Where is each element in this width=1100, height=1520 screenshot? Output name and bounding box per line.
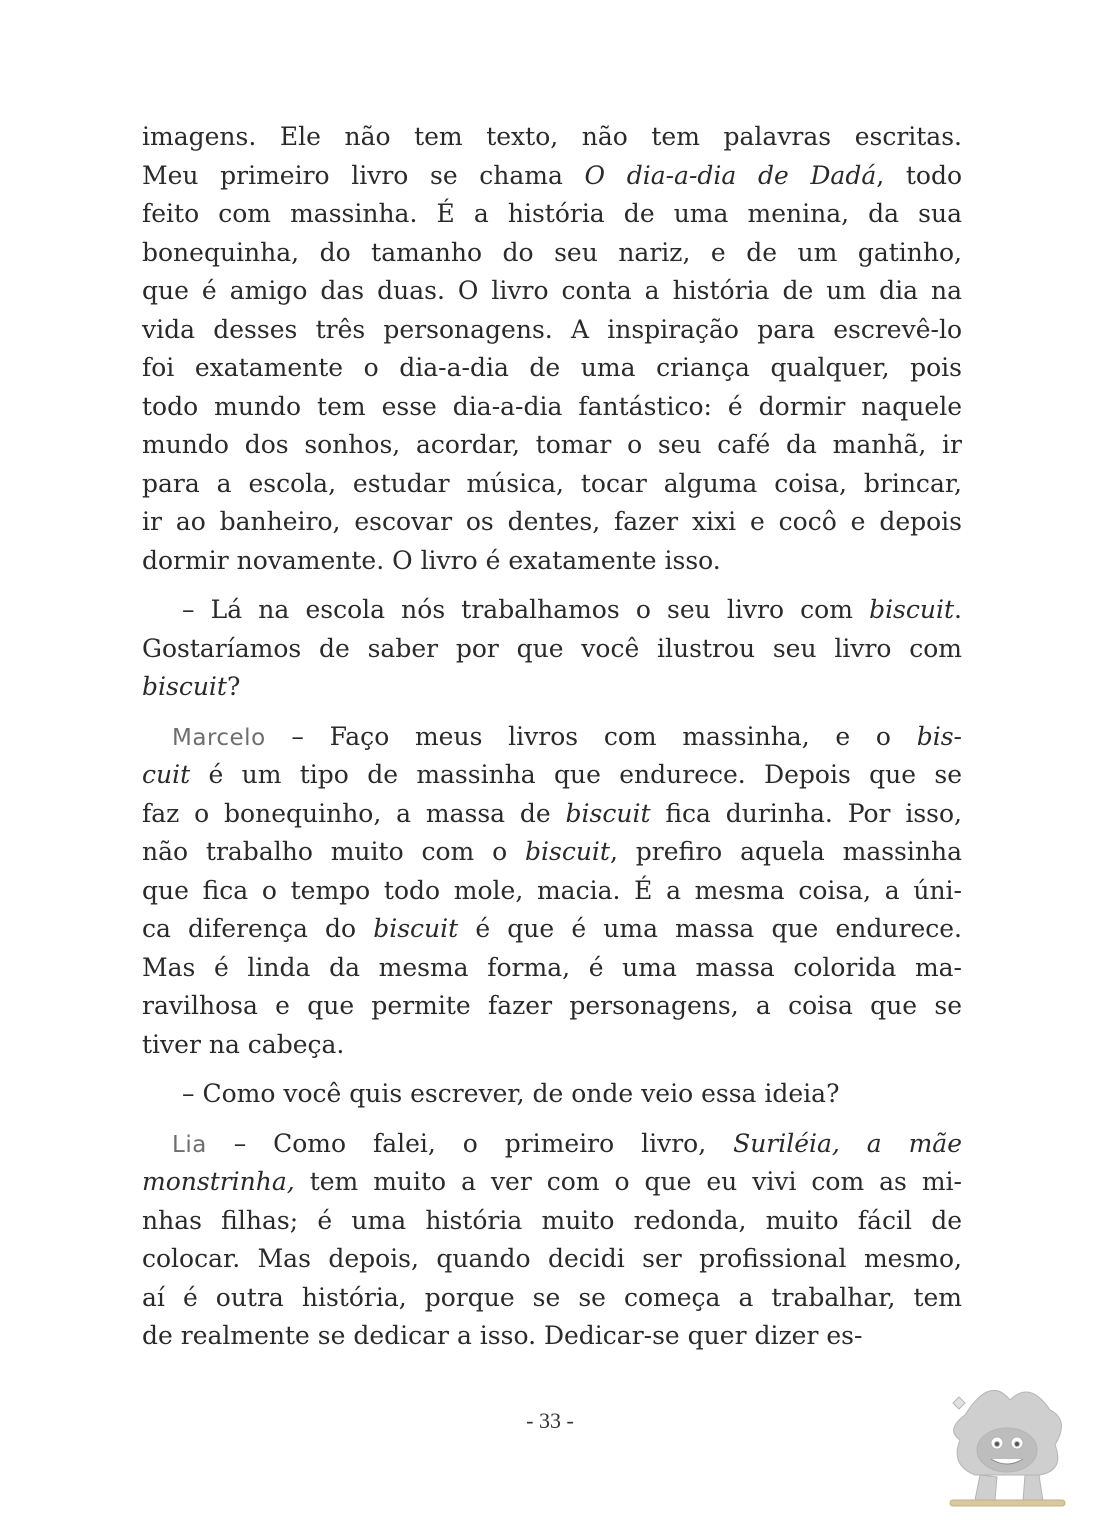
text-line (142, 756, 962, 795)
speaker-name: Marcelo (172, 724, 266, 751)
text-run: é que é uma massa que endurece. (458, 914, 962, 943)
paragraph (142, 118, 962, 580)
italic-text: biscuit (869, 595, 955, 624)
text-run: dormir novamente. O livro é exatamente isso. (142, 545, 721, 575)
text-run: ir ao banheiro, escovar os dentes, fazer xixi e cocô e depois (142, 507, 962, 536)
text-run: tem muito a ver com o que eu vivi com as mi- (294, 1167, 962, 1196)
text-line (142, 1075, 962, 1114)
text-line (142, 272, 962, 311)
paragraph (142, 1125, 962, 1356)
text-run: que é amigo das duas. O livro conta a história de um dia na (142, 276, 962, 305)
text-line (142, 949, 962, 988)
text-run: imagens. Ele não tem texto, não tem palavras escritas. (142, 122, 962, 151)
text-line (142, 426, 962, 465)
page-number: - 33 - (526, 1408, 574, 1433)
text-line (142, 910, 962, 949)
ogre-mascot-icon (935, 1375, 1075, 1515)
text-line (142, 388, 962, 427)
text-run: Gostaríamos de saber por que você ilustrou seu livro com (142, 633, 962, 663)
italic-text: Suriléia, a mãe (733, 1128, 962, 1158)
italic-text: biscuit (142, 672, 227, 701)
text-run: feito com massinha. É a história de uma menina, da sua (142, 199, 962, 228)
paragraph (142, 591, 962, 707)
text-run: ? (226, 672, 241, 701)
text-run: tiver na cabeça. (142, 1029, 345, 1059)
text-run: . (954, 595, 962, 624)
text-line (142, 1240, 962, 1279)
text-run: todo mundo tem esse dia-a-dia fantástico: é dormir naquele (142, 391, 962, 421)
text-run: bonequinha, do tamanho do seu nariz, e de um gatinho, (142, 237, 962, 267)
text-line (142, 1026, 962, 1065)
italic-text: biscuit (525, 837, 610, 866)
italic-text: O dia-a-dia de Dadá (584, 160, 877, 190)
text-line (142, 157, 962, 196)
text-run: foi exatamente o dia-a-dia de uma criança qualquer, pois (142, 353, 962, 382)
speaker-name: Lia (172, 1131, 207, 1158)
text-run: – Lá na escola nós trabalhamos o seu livro com (182, 595, 870, 624)
paragraph (142, 718, 962, 1065)
text-run: , todo (876, 160, 962, 190)
text-line (142, 503, 962, 542)
italic-text: cuit (142, 760, 191, 789)
text-line (142, 1279, 962, 1318)
text-run: para a escola, estudar música, tocar alguma coisa, brincar, (142, 468, 962, 498)
text-line (142, 349, 962, 388)
text-run: ca diferença do (142, 914, 374, 943)
text-run: vida desses três personagens. A inspiração para escrevê-lo (142, 314, 962, 344)
text-line (142, 195, 962, 234)
text-line (142, 1317, 962, 1356)
text-line (142, 1202, 962, 1241)
text-run: de realmente se dedicar a isso. Dedicar-se quer dizer es- (142, 1321, 863, 1350)
text-line (142, 1163, 962, 1202)
paragraph (142, 1075, 962, 1114)
text-line (142, 795, 962, 834)
text-run: , prefiro aquela massinha (609, 837, 962, 866)
italic-text: bis- (916, 721, 962, 751)
text-line (142, 591, 962, 630)
text-run: Mas é linda da mesma forma, é uma massa colorida ma- (142, 952, 962, 982)
text-run: faz o bonequinho, a massa de (142, 798, 566, 828)
text-line (142, 542, 962, 581)
text-run: aí é outra história, porque se se começa a trabalhar, tem (142, 1282, 962, 1312)
text-line (142, 118, 962, 157)
text-run: colocar. Mas depois, quando decidi ser profissional mesmo, (142, 1244, 962, 1273)
text-line (142, 1125, 962, 1164)
text-run: nhas filhas; é uma história muito redonda, muito fácil de (142, 1205, 962, 1235)
italic-text: biscuit (565, 798, 651, 828)
text-run: ravilhosa e que permite fazer personagens, a coisa que se (142, 991, 962, 1020)
text-run: que fica o tempo todo mole, macia. É a mesma coisa, a úni- (142, 875, 962, 905)
text-run: Meu primeiro livro se chama (142, 160, 585, 190)
text-line (142, 630, 962, 669)
text-line (142, 465, 962, 504)
text-run: – Como falei, o primeiro livro, (206, 1128, 734, 1158)
body-text (142, 118, 962, 1356)
text-run: – Como você quis escrever, de onde veio essa ideia? (182, 1079, 840, 1108)
italic-text: monstrinha, (142, 1167, 295, 1196)
text-line (142, 234, 962, 273)
italic-text: biscuit (373, 914, 459, 943)
text-line (142, 718, 962, 757)
text-run: – Faço meus livros com massinha, e o (265, 721, 917, 751)
text-run: fica durinha. Por isso, (650, 798, 962, 828)
text-line (142, 668, 962, 707)
text-run: é um tipo de massinha que endurece. Depois que se (190, 760, 962, 789)
text-line (142, 833, 962, 872)
text-run: não trabalho muito com o (142, 837, 525, 866)
text-line (142, 311, 962, 350)
text-line (142, 872, 962, 911)
text-line (142, 987, 962, 1026)
text-run: mundo dos sonhos, acordar, tomar o seu café da manhã, ir (142, 430, 962, 459)
